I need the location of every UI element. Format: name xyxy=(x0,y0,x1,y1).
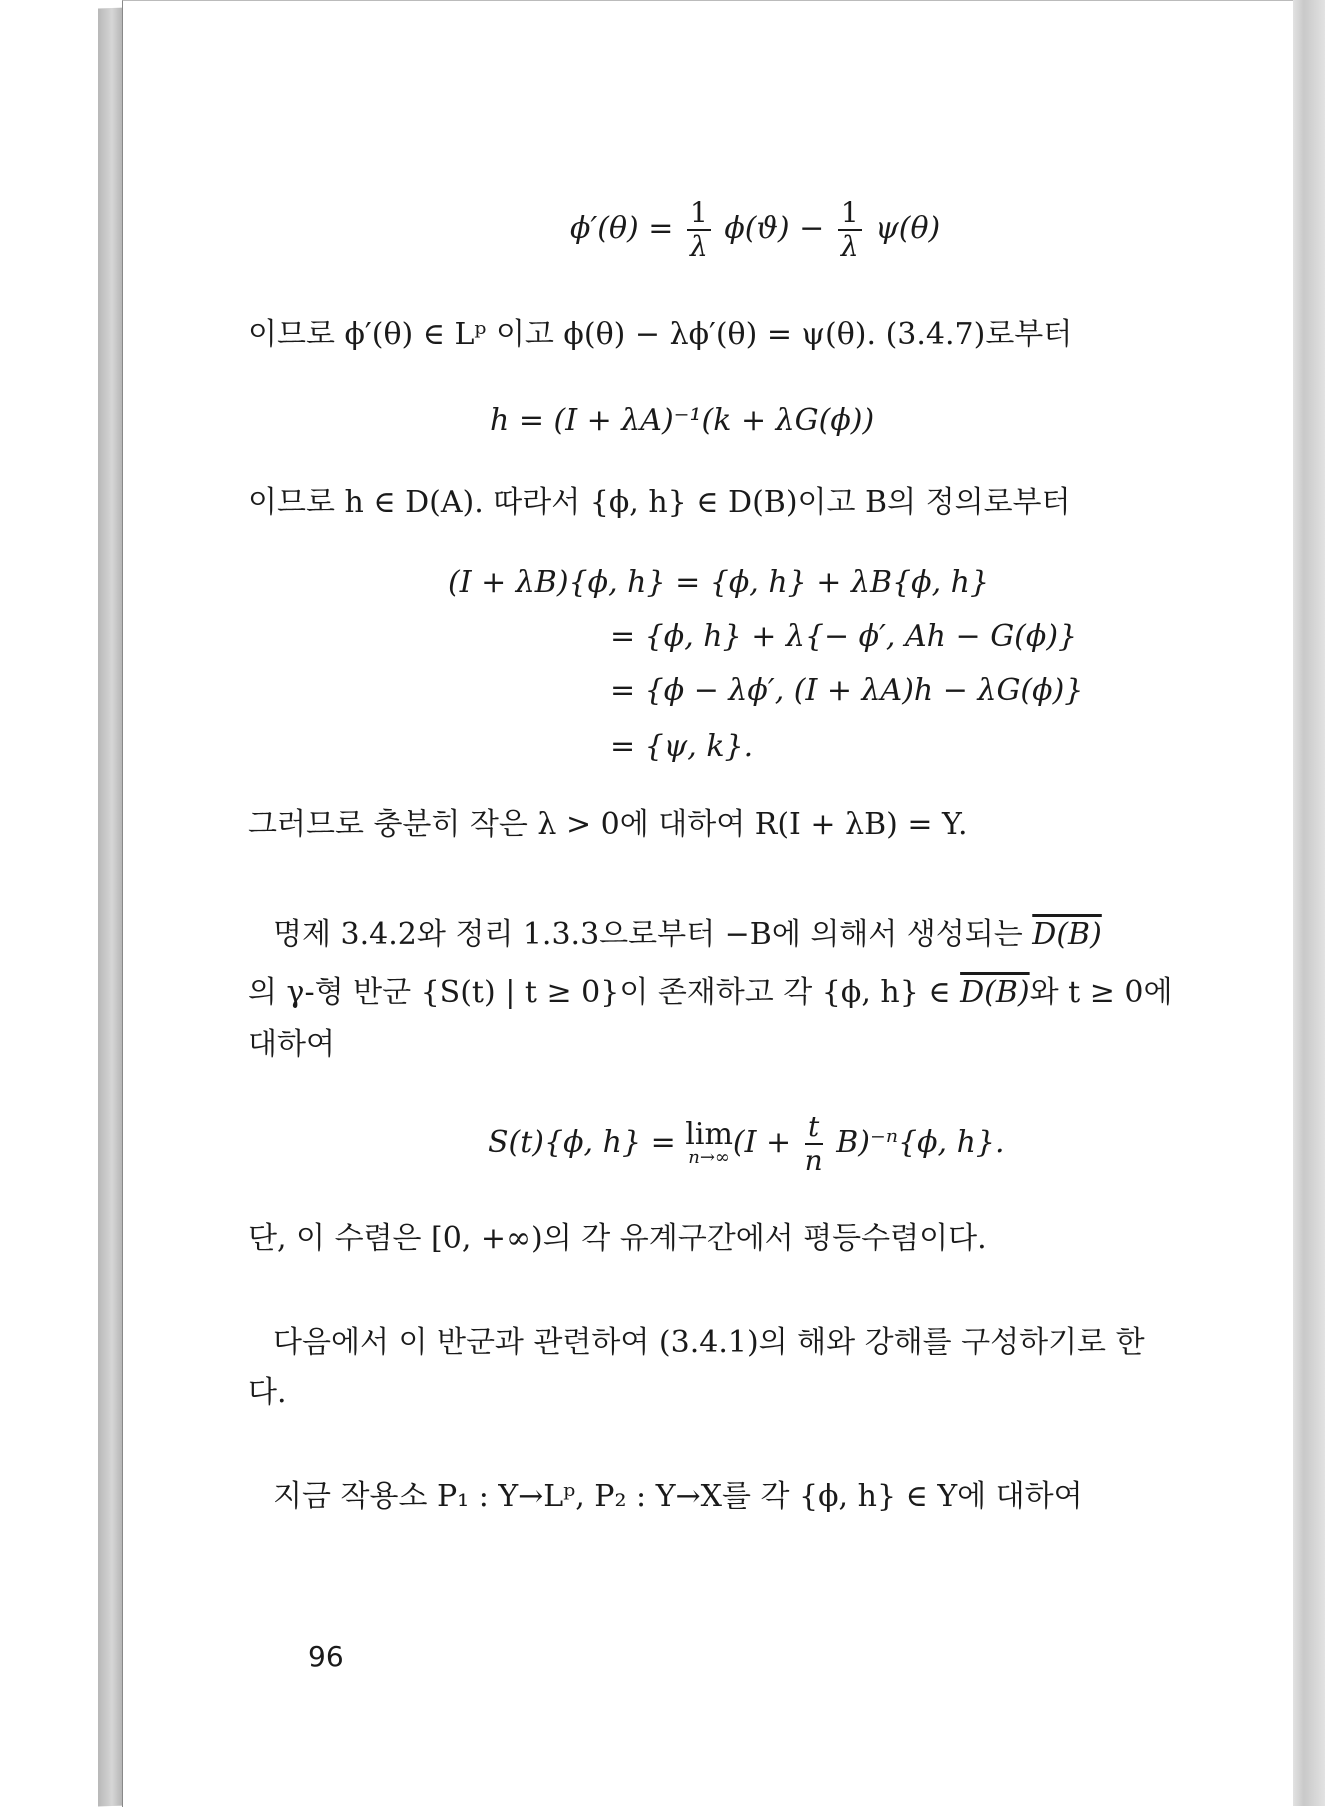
equation-3-line-2: = {ϕ, h} + λ{− ϕ′, Ah − G(ϕ)} xyxy=(610,619,1078,654)
eq1-lhs: ϕ′(θ) = xyxy=(570,211,683,246)
paragraph-1-line-1 xyxy=(273,915,1102,955)
eq1-frac2-den: λ xyxy=(840,230,859,263)
para1-l1-text: 명제 3.4.2와 정리 1.3.3으로부터 −B에 의해서 생성되는 xyxy=(273,917,1033,952)
equation-4 xyxy=(488,1111,1005,1177)
eq4-lim-text: lim xyxy=(685,1117,733,1152)
para1-l2-text-a: 의 γ-형 반군 {S(t) | t ≥ 0}이 존재하고 각 {ϕ, h} ∈ xyxy=(248,975,961,1010)
equation-3-line-3: = {ϕ − λϕ′, (I + λA)h − λG(ϕ)} xyxy=(610,673,1084,708)
paragraph-2-line-1: 다음에서 이 반군과 관련하여 (3.4.1)의 해와 강해를 구성하기로 한 xyxy=(273,1325,1145,1360)
para1-l2-text-b: 와 t ≥ 0에 xyxy=(1029,975,1173,1010)
eq4-lim-sub: n→∞ xyxy=(688,1147,730,1168)
text-line-3: 이므로 h ∈ D(A). 따라서 {ϕ, h} ∈ D(B)이고 B의 정의로부터 xyxy=(248,485,1071,520)
paragraph-3-line-1: 지금 작용소 P₁ : Y→Lᵖ, P₂ : Y→X를 각 {ϕ, h} ∈ Y에 대하여 xyxy=(273,1479,1083,1514)
eq4-mid: (I + xyxy=(732,1125,801,1160)
eq1-fraction-2 xyxy=(838,197,862,263)
eq1-mid: ϕ(ϑ) − xyxy=(714,211,834,246)
eq1-rhs: ψ(θ) xyxy=(865,211,941,246)
text-line-2: 이므로 ϕ′(θ) ∈ Lᵖ 이고 ϕ(θ) − λϕ′(θ) = ψ(θ). (3.4.7)로부터 xyxy=(248,317,1073,352)
eq4-limit xyxy=(685,1117,733,1168)
page-number: 96 xyxy=(308,1640,344,1673)
equation-1 xyxy=(570,197,940,263)
paragraph-2-line-2: 다. xyxy=(248,1375,287,1410)
eq4-frac-den: n xyxy=(804,1144,823,1177)
text-line-5: 단, 이 수렴은 [0, +∞)의 각 유계구간에서 평등수렴이다. xyxy=(248,1221,987,1256)
eq1-frac1-num: 1 xyxy=(687,197,711,231)
equation-3-line-4: = {ψ, k}. xyxy=(610,729,754,764)
text-line-4: 그러므로 충분히 작은 λ > 0에 대하여 R(I + λB) = Y. xyxy=(248,807,968,842)
closure-d-b-2: D(B) xyxy=(960,975,1030,1010)
paragraph-1-line-2 xyxy=(248,973,1172,1013)
page-edge-shadow xyxy=(1290,0,1325,1806)
eq1-frac1-den: λ xyxy=(689,230,708,263)
eq4-fraction xyxy=(805,1111,823,1177)
closure-d-b-1: D(B) xyxy=(1032,917,1102,952)
book-page xyxy=(122,0,1293,1807)
eq1-fraction-1 xyxy=(687,197,711,263)
equation-3-line-1: (I + λB){ϕ, h} = {ϕ, h} + λB{ϕ, h} xyxy=(448,565,990,600)
eq4-lhs: S(t){ϕ, h} = xyxy=(488,1125,686,1160)
eq4-frac-num: t xyxy=(805,1111,823,1145)
paragraph-1-line-3: 대하여 xyxy=(248,1027,335,1062)
eq1-frac2-num: 1 xyxy=(838,197,862,231)
equation-2: h = (I + λA)⁻¹(k + λG(ϕ)) xyxy=(490,403,875,438)
eq4-rhs: B)⁻ⁿ{ϕ, h}. xyxy=(826,1125,1005,1160)
